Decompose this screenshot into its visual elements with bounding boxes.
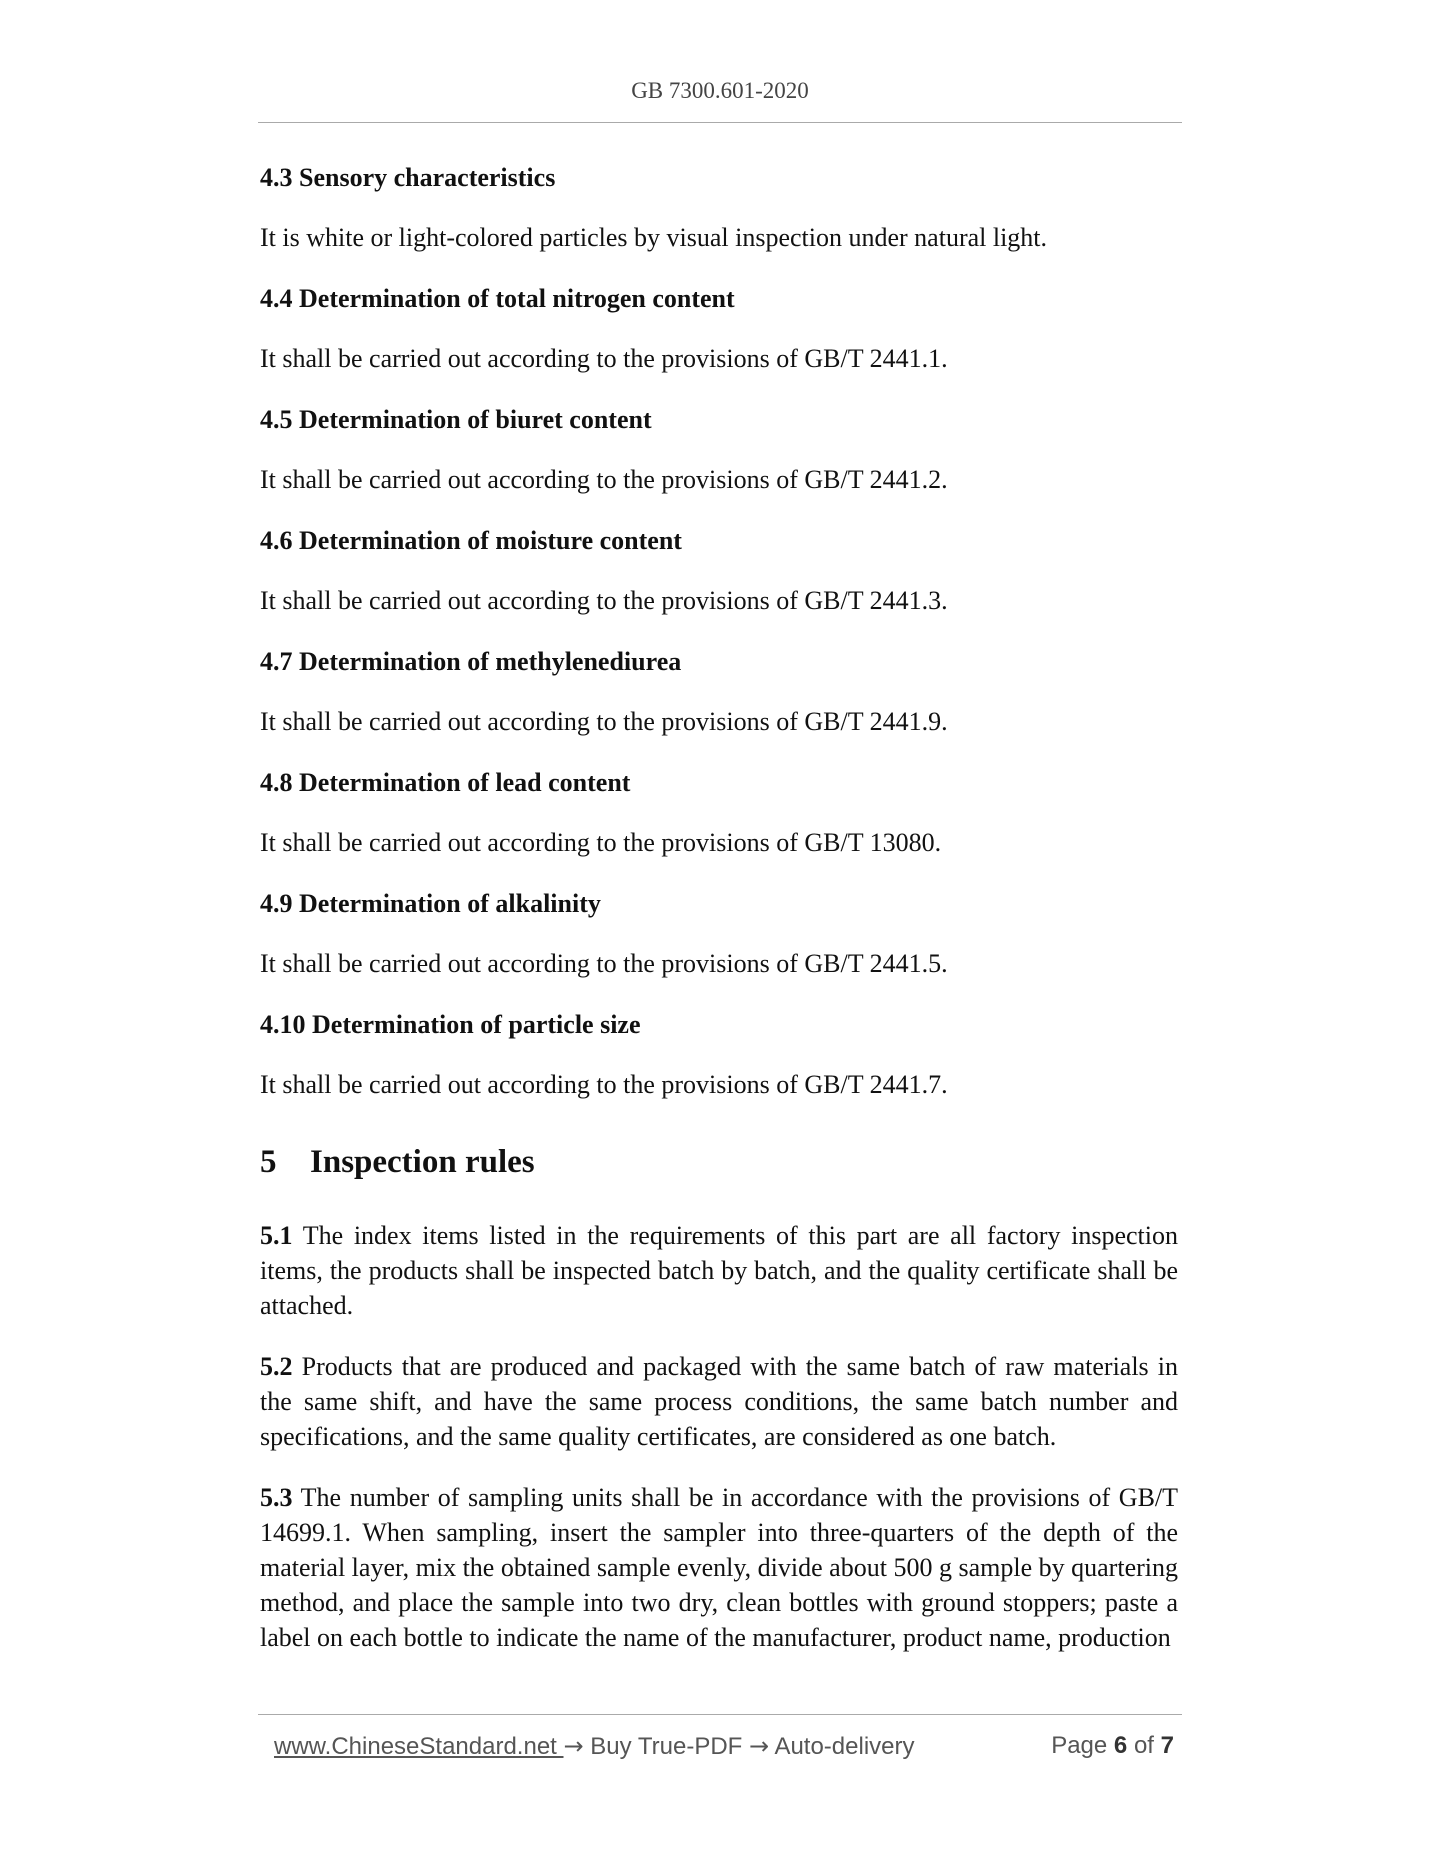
clause-paragraph xyxy=(260,1349,1178,1454)
section-heading: 4.10 Determination of particle size xyxy=(260,1010,641,1039)
section-heading: 4.7 Determination of methylenediurea xyxy=(260,647,682,676)
section-text: It shall be carried out according to the provisions of GB/T 2441.2. xyxy=(260,465,948,494)
clause-text: Products that are produced and packaged with the same batch of raw materials in the same shift, and have the same process conditions, the same batch number and specifications, and the same quality certificates, are considered as one batch. xyxy=(260,1352,1178,1451)
chapter-number: 5 xyxy=(260,1144,277,1180)
section-heading: 4.9 Determination of alkalinity xyxy=(260,889,601,918)
chapter-title-text: Inspection rules xyxy=(310,1144,535,1180)
clause-text: The number of sampling units shall be in accordance with the provisions of GB/T 14699.1. When sampling, insert the sampler into three-quarters of the depth of the material layer, mix the obtained sample evenly, divide about 500 g sample by quartering method, and place the sample into two dry, clean bottles with ground stoppers; paste a label on each bottle to indicate the name of the manufacturer, product name, production xyxy=(260,1483,1179,1652)
chapter-title xyxy=(260,1142,1178,1182)
section-heading: 4.8 Determination of lead content xyxy=(260,768,631,797)
section-heading: 4.4 Determination of total nitrogen content xyxy=(260,284,735,313)
footer-divider xyxy=(258,1714,1182,1715)
clause-number: 5.3 xyxy=(260,1483,293,1512)
section-text: It shall be carried out according to the provisions of GB/T 2441.7. xyxy=(260,1070,948,1099)
clause-number: 5.2 xyxy=(260,1352,293,1381)
arrow-right-icon: → xyxy=(563,1732,584,1760)
section-text: It shall be carried out according to the provisions of GB/T 2441.5. xyxy=(260,949,948,978)
section-heading: 4.5 Determination of biuret content xyxy=(260,405,652,434)
website-link[interactable]: www.ChineseStandard.net xyxy=(274,1733,564,1760)
page-header: GB 7300.601-2020 xyxy=(631,78,809,103)
section-text: It shall be carried out according to the provisions of GB/T 2441.1. xyxy=(260,344,948,373)
current-page: 6 xyxy=(1113,1732,1128,1759)
clause-number: 5.1 xyxy=(260,1221,293,1250)
section-text: It shall be carried out according to the provisions of GB/T 2441.3. xyxy=(260,586,948,615)
footer-promo xyxy=(274,1732,915,1761)
total-pages: 7 xyxy=(1160,1732,1174,1759)
section-text: It shall be carried out according to the provisions of GB/T 13080. xyxy=(260,828,942,857)
clause-paragraph xyxy=(260,1480,1178,1655)
section-heading: 4.6 Determination of moisture content xyxy=(260,526,682,555)
page-number xyxy=(1051,1732,1174,1760)
section-text: It shall be carried out according to the provisions of GB/T 2441.9. xyxy=(260,707,948,736)
arrow-right-icon: → xyxy=(748,1732,770,1760)
clause-paragraph xyxy=(260,1218,1178,1323)
page-of: of xyxy=(1127,1732,1161,1759)
buy-pdf-text: Buy True-PDF xyxy=(583,1733,749,1760)
section-text: It is white or light-colored particles by visual inspection under natural light. xyxy=(260,223,1048,252)
page-label: Page xyxy=(1051,1732,1114,1759)
page-footer xyxy=(274,1732,1174,1766)
clause-text: The index items listed in the requirements of this part are all factory inspection items, the products shall be inspected batch by batch, and the quality certificate shall be attached. xyxy=(260,1221,1179,1320)
auto-delivery-text: Auto-delivery xyxy=(769,1733,915,1760)
header-divider xyxy=(258,122,1182,123)
section-heading: 4.3 Sensory characteristics xyxy=(260,163,556,192)
page-body xyxy=(260,160,1178,1681)
